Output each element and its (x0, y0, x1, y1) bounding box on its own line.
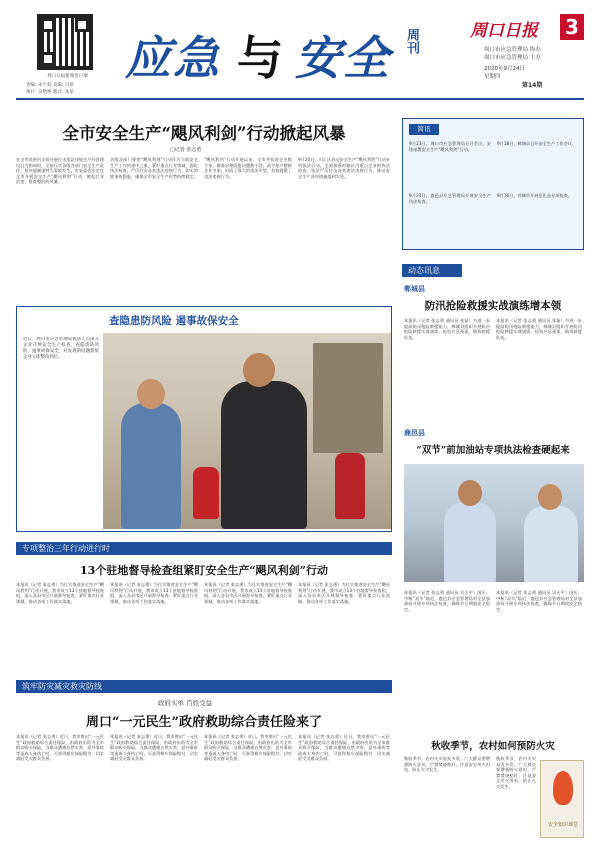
news-bar: 简讯 (409, 124, 439, 135)
title-part: 与 (237, 31, 283, 85)
dancheng-label: 郸城县 (404, 285, 425, 293)
dancheng-headline: 防汛抢险救援实战演练增本领 (424, 300, 562, 312)
safety-corner (540, 760, 584, 838)
fire-icon (553, 771, 573, 805)
title-part: 安全 (295, 31, 391, 85)
special-body: 本报讯（记者 张志勇）为扎实推进安全生产“飓风利剑”行动开展，我市成立13个驻地督导检查组，深入各县市区开展督导检查，紧盯重点行业领域，推动各项工作落实落地。 (204, 582, 292, 604)
news-box (402, 118, 584, 250)
special-body: 本报讯（记者 张志勇）为扎实推进安全生产“飓风利剑”行动开展，我市成立13个驻地督导检查组，深入各县市区开展督导检查，紧盯重点行业领域，推动各项工作落实落地。 (16, 582, 104, 604)
news-item: 9月21日，鹿邑县应急管理局开展安全生产执法检查。 (409, 193, 491, 204)
disaster-bar: 筑牢防灾减灾救灾防线 (16, 680, 392, 693)
rural-body: 秋收季节，农村火灾易发多发。广大群众要增强防火意识，严禁焚烧秸秆，注意安全用火用电，防止火灾发生。 (496, 756, 536, 789)
paper-name: 周口日报 (470, 21, 538, 41)
special-headline: 13个驻地督导检查组紧盯安全生产“飓风利剑”行动 (80, 564, 328, 577)
luyi-photo (404, 464, 584, 582)
disaster-headline: 周口“一元民生”政府救助综合责任险来了 (86, 715, 322, 730)
news-item: 9月16日，项城市开展危化品专项检查。 (497, 193, 572, 198)
county-bar: 动态讯息 (402, 264, 462, 277)
person-figure (524, 506, 578, 582)
safety-corner-label: 安全知识课堂 (547, 822, 578, 828)
luyi-body: 本报讯（记者 张志勇 通讯员 吴天平）国庆、中秋“双节”临近，鹿邑县应急管理局对全县加油站开展专项执法检查，确保节日期间安全稳定。 (404, 590, 490, 612)
person-head (137, 379, 165, 409)
title-part: 应急 (125, 31, 221, 85)
luyi-body: 本报讯（记者 张志勇 通讯员 吴天平）国庆、中秋“双节”临近，鹿邑县应急管理局对全县加油站开展专项执法检查，确保节日期间安全稳定。 (496, 590, 582, 612)
person-figure (221, 381, 307, 529)
masthead (0, 0, 600, 118)
feature-box (16, 306, 392, 532)
person-head (538, 484, 562, 510)
news-item: 9月23日，周口市应急管理局召开会议，安排部署安全生产“飓风利剑”行动。 (409, 141, 491, 152)
person-head (243, 353, 275, 387)
dancheng-body: 本报讯（记者 张志勇 通讯员 张磊）为进一步提高防汛抢险救援能力，郸城县组织开展防汛抢险救援实战演练，检验应急预案，锻炼救援队伍。 (404, 318, 490, 340)
issue-date: 2020年9月24日 (484, 66, 525, 72)
lead-col: 各级各部门要把“飓风利剑”行动作为当前安全生产工作的重中之重，紧盯重点行业领域，强化执法检查，严厉打击各类违法违规行为，切实消除事故隐患，确保全市安全生产形势持续稳定。 (110, 157, 198, 179)
lead-col: “飓风利剑”行动开展以来，全市共检查企业数千家，排查治理隐患问题数千处，责令停产整顿企业多家，形成了强大的执法声势，有效震慑了违法违规行为。 (204, 157, 292, 179)
luyi-label: 鹿邑县 (404, 429, 425, 437)
disaster-body: 本报讯（记者 张志勇）近日，我市推出“一元民生”政府救助综合责任保险，由政府出资为全市群众购买保险，当群众遭遇自然灾害、意外事故等造成人身伤亡时，可获得相应保险赔付，切实减轻受灾群众负担。 (110, 734, 198, 762)
lead-headline: 全市安全生产“飓风利剑”行动掀起风暴 (62, 124, 346, 143)
shelf (313, 343, 383, 453)
sponsor-line: 周口市应急管理局 主办 (484, 55, 541, 61)
rural-body: 秋收季节，农村火灾易发多发。广大群众要增强防火意识，严禁焚烧秸秆，注意安全用火用电，防止火灾发生。 (404, 756, 490, 773)
feature-caption: 近日，周口市应急管理局执法人员深入企业开展安全生产检查，查隐患防风险，遏事故保安全，对发现的问题督促企业立即整改到位。 (23, 337, 99, 360)
issue-weekday: 星期四 (484, 74, 501, 80)
person-figure (121, 403, 181, 529)
issue-number: 第14期 (522, 82, 543, 89)
sponsor-line: 周口市应急管理局 协办 (484, 47, 541, 53)
dancheng-body: 本报讯（记者 张志勇 通讯员 张磊）为进一步提高防汛抢险救援能力，郸城县组织开展防汛抢险救援实战演练，检验应急预案，锻炼救援队伍。 (496, 318, 582, 340)
special-bar: 专项整治三年行动进行时 (16, 542, 392, 555)
lead-col: 9月20日，川汇区启动安全生产“飓风利剑”行动专项执法行动，全面加强对辖区内重点企业的执法检查，依法严厉打击各类违法违规行为，推动安全生产各项措施落到实处。 (298, 157, 390, 179)
page-number-badge: 3 (560, 14, 584, 40)
disaster-body: 本报讯（记者 张志勇）近日，我市推出“一元民生”政府救助综合责任保险，由政府出资为全市群众购买保险，当群众遭遇自然灾害、意外事故等造成人身伤亡时，可获得相应保险赔付，切实减轻受灾群众负担。 (298, 734, 390, 762)
disaster-body: 本报讯（记者 张志勇）近日，我市推出“一元民生”政府救助综合责任保险，由政府出资为全市群众购买保险，当群众遭遇自然灾害、意外事故等造成人身伤亡时，可获得相应保险赔付，切实减轻受灾群众负担。 (16, 734, 104, 762)
lead-byline: □记者 张志勇 (170, 147, 202, 153)
qr-caption: 周口日报新闻客户端 (47, 74, 88, 79)
person-figure (444, 502, 496, 582)
disaster-body: 本报讯（记者 张志勇）近日，我市推出“一元民生”政府救助综合责任保险，由政府出资为全市群众购买保险，当群众遭遇自然灾害、意外事故等造成人身伤亡时，可获得相应保险赔付，切实减轻受灾群众负担。 (204, 734, 292, 762)
rural-headline: 秋收季节，农村如何预防火灾 (431, 741, 555, 752)
disaster-kicker: 政府买单 百姓受益 (158, 699, 213, 707)
luyi-headline: “双节”前加油站专项执法检查硬起来 (416, 445, 570, 456)
person-head (458, 480, 482, 506)
editors-line: 责编: 朱宇彩 美编: 吕滨 (26, 83, 74, 88)
lead-col: 在全市范围内全面开展打击违法违规生产经营建设行为的同时，全面压实各级各部门安全生产责任，坚决遏制重特大事故发生。市安委会决定在全市开展安全生产“飓风利剑”行动，掀起打非治违、排查整治的风暴。 (16, 157, 104, 185)
editors-line: 执行: 吴艳艳 版式: 张星 (26, 90, 74, 95)
feature-title: 查隐患防风险 遏事故保安全 (109, 315, 239, 327)
section-title (125, 18, 430, 90)
special-body: 本报讯（记者 张志勇）为扎实推进安全生产“飓风利剑”行动开展，我市成立13个驻地督导检查组，深入各县市区开展督导检查，紧盯重点行业领域，推动各项工作落实落地。 (298, 582, 390, 604)
masthead-rule (16, 98, 584, 100)
qr-code-icon[interactable] (37, 14, 93, 70)
title-weekly: 周刊 (404, 28, 419, 54)
fire-extinguisher (335, 453, 365, 519)
feature-photo (103, 333, 391, 529)
fire-extinguisher (193, 467, 219, 519)
special-body: 本报讯（记者 张志勇）为扎实推进安全生产“飓风利剑”行动开展，我市成立13个驻地督导检查组，深入各县市区开展督导检查，紧盯重点行业领域，推动各项工作落实落地。 (110, 582, 198, 604)
news-item: 9月18日，郸城县召开安全生产工作会议。 (497, 141, 577, 146)
